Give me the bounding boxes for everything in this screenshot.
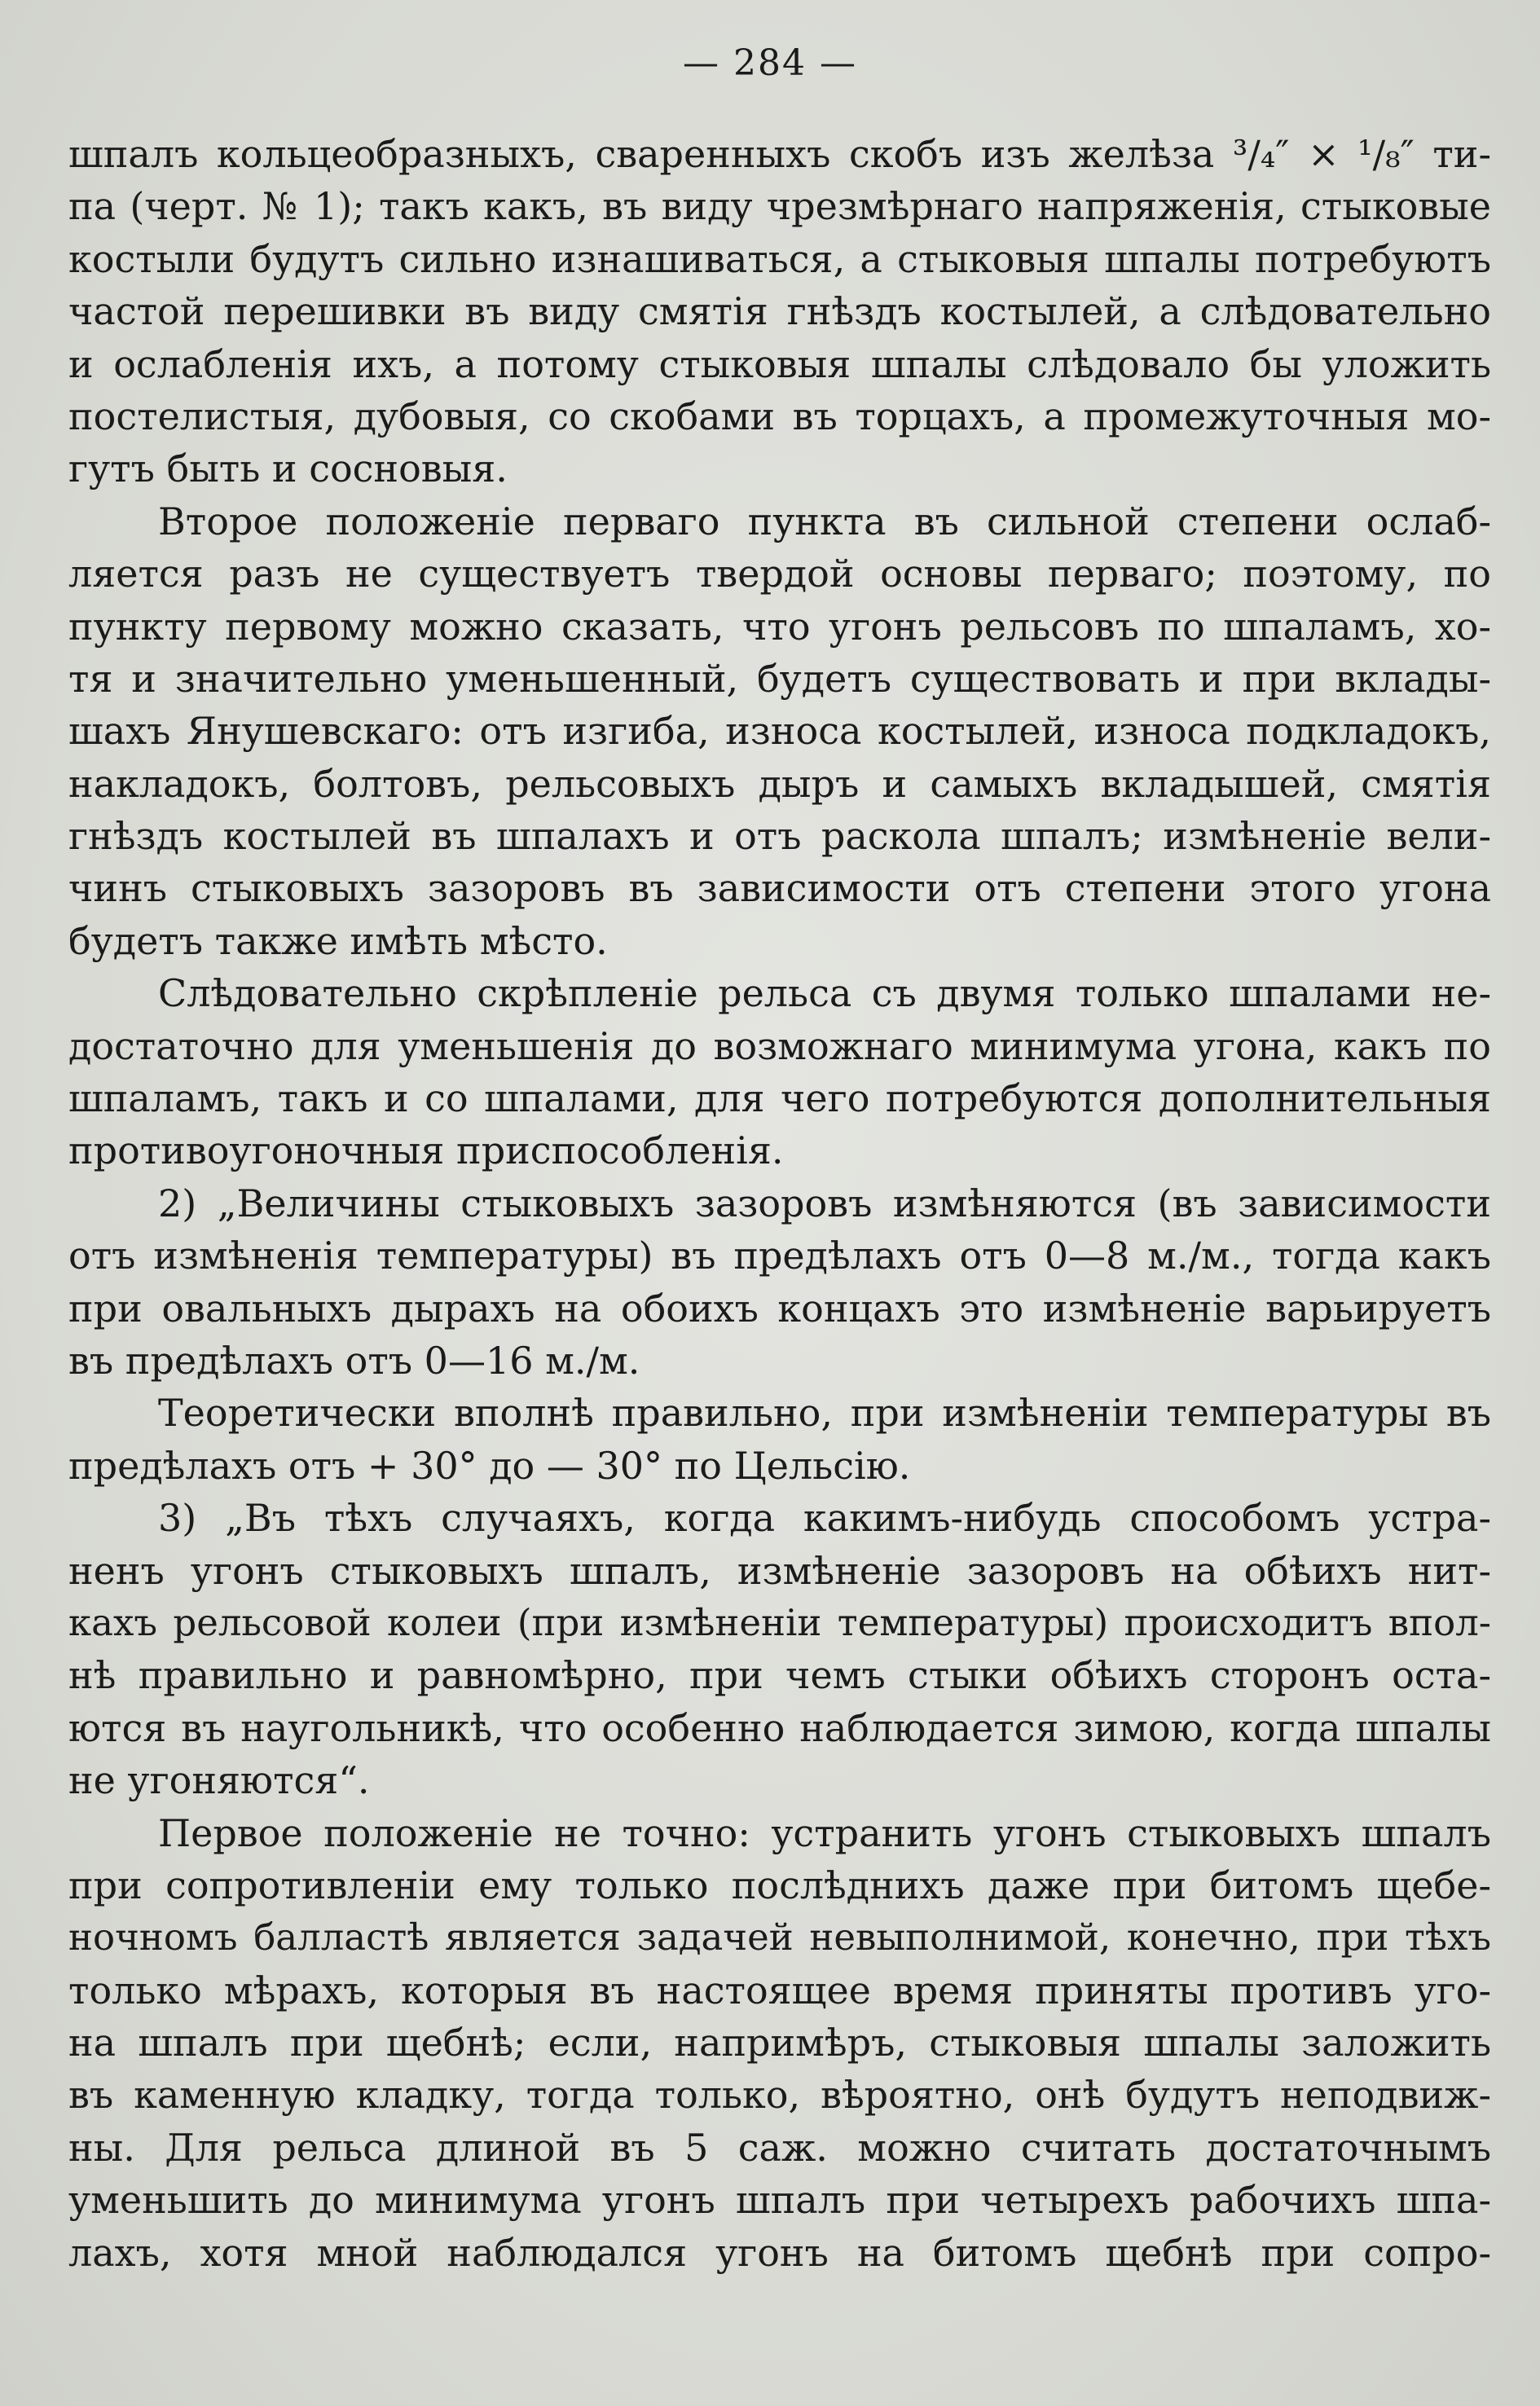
- text-line: достаточно для уменьшенія до возможнаго минимума угона, какъ по: [68, 1023, 1491, 1068]
- text-line: Слѣдовательно скрѣпленіе рельса съ двумя только шпалами не-: [158, 971, 1491, 1016]
- text-line: ются въ наугольникѣ, что особенно наблюдается зимою, когда шпалы: [68, 1705, 1491, 1750]
- text-line: ны. Для рельса длиной въ 5 саж. можно считать достаточнымъ: [68, 2125, 1491, 2170]
- text-line: 3) „Въ тѣхъ случаяхъ, когда какимъ-нибудь способомъ устра-: [158, 1496, 1491, 1541]
- text-line: при сопротивленіи ему только послѣднихъ даже при битомъ щебе-: [68, 1863, 1491, 1907]
- text-line: ненъ угонъ стыковыхъ шпалъ, измѣненіе зазоровъ на обѣихъ нит-: [68, 1548, 1491, 1593]
- text-line: тя и значительно уменьшенный, будетъ существовать и при вклады-: [68, 656, 1491, 701]
- text-line: ночномъ балластѣ является задачей невыполнимой, конечно, при тѣхъ: [68, 1916, 1491, 1960]
- text-line: предѣлахъ отъ + 30° до — 30° по Цельсію.: [68, 1443, 911, 1488]
- text-line: постелистыя, дубовыя, со скобами въ торцахъ, а промежуточныя мо-: [68, 394, 1491, 438]
- text-line: только мѣрахъ, которыя въ настоящее время приняты противъ уго-: [68, 1968, 1491, 2012]
- body-text: [68, 128, 1491, 2279]
- text-line: противоугоночныя приспособленія.: [68, 1128, 784, 1173]
- text-line: шпаламъ, такъ и со шпалами, для чего потребуются дополнительныя: [68, 1076, 1491, 1121]
- text-line: Первое положеніе не точно: устранить угонъ стыковыхъ шпалъ: [158, 1810, 1491, 1855]
- text-line: на шпалъ при щебнѣ; если, напримѣръ, стыковыя шпалы заложить: [68, 2021, 1491, 2065]
- text-line: нѣ правильно и равномѣрно, при чемъ стыки обѣихъ сторонъ оста-: [68, 1653, 1491, 1698]
- text-line: ляется разъ не существуетъ твердой основы перваго; поэтому, по: [68, 552, 1491, 596]
- text-line: будетъ также имѣть мѣсто.: [68, 918, 608, 963]
- text-line: костыли будутъ сильно изнашиваться, а стыковыя шпалы потребуютъ: [68, 236, 1491, 281]
- page-number: — 284 —: [683, 42, 857, 84]
- text-line: частой перешивки въ виду смятія гнѣздъ костылей, а слѣдовательно: [68, 289, 1491, 334]
- text-line: Второе положеніе перваго пункта въ сильной степени ослаб-: [158, 499, 1491, 543]
- text-line: 2) „Величины стыковыхъ зазоровъ измѣняются (въ зависимости: [158, 1181, 1491, 1225]
- text-line: чинъ стыковыхъ зазоровъ въ зависимости отъ степени этого угона: [68, 866, 1491, 911]
- text-line: въ предѣлахъ отъ 0—16 м./м.: [68, 1338, 640, 1383]
- text-line: и ослабленія ихъ, а потому стыковыя шпалы слѣдовало бы уложить: [68, 341, 1491, 386]
- text-line: въ каменную кладку, тогда только, вѣроятно, онѣ будутъ неподвиж-: [68, 2073, 1491, 2118]
- text-line: отъ измѣненія температуры) въ предѣлахъ отъ 0—8 м./м., тогда какъ: [68, 1234, 1491, 1278]
- text-line: пункту первому можно сказать, что угонъ рельсовъ по шпаламъ, хо-: [68, 604, 1491, 649]
- text-line: Теоретически вполнѣ правильно, при измѣненіи температуры въ: [158, 1391, 1491, 1436]
- text-line: при овальныхъ дырахъ на обоихъ концахъ это измѣненіе варьируетъ: [68, 1286, 1491, 1331]
- text-line: кахъ рельсовой колеи (при измѣненіи температуры) происходитъ впол-: [68, 1600, 1491, 1644]
- text-line: па (черт. № 1); такъ какъ, въ виду чрезмѣрнаго напряженія, стыковые: [68, 184, 1491, 229]
- text-line: не угоняются“.: [68, 1758, 370, 1803]
- text-line: гнѣздъ костылей въ шпалахъ и отъ раскола шпалъ; измѣненіе вели-: [68, 814, 1491, 859]
- text-line: уменьшить до минимума угонъ шпалъ при четырехъ рабочихъ шпа-: [68, 2178, 1491, 2223]
- text-line: накладокъ, болтовъ, рельсовыхъ дыръ и самыхъ вкладышей, смятія: [68, 761, 1491, 806]
- text-line: лахъ, хотя мной наблюдался угонъ на битомъ щебнѣ при сопро-: [68, 2230, 1491, 2275]
- text-line: шпалъ кольцеобразныхъ, сваренныхъ скобъ изъ желѣза ³/₄″ × ¹/₈″ ти-: [68, 132, 1491, 176]
- text-line: гутъ быть и сосновыя.: [68, 446, 508, 491]
- text-line: шахъ Янушевскаго: отъ изгиба, износа костылей, износа подкладокъ,: [68, 709, 1491, 754]
